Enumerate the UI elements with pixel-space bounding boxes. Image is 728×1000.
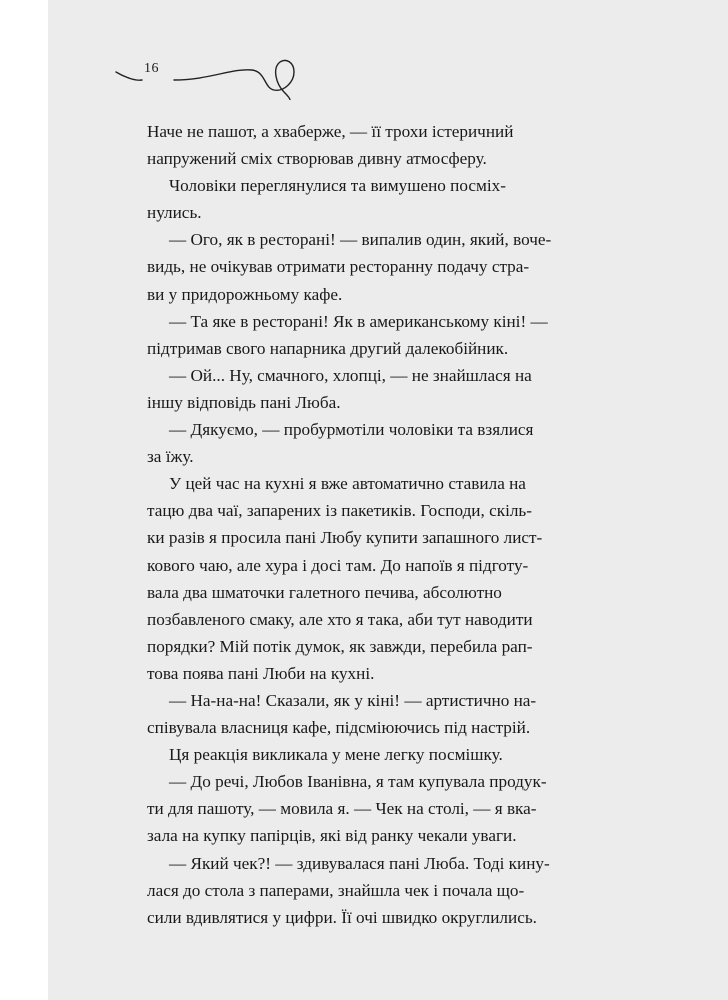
text-line: позбавленого смаку, але хто я така, аби тут наводити: [147, 609, 533, 629]
text-line: това поява пані Люби на кухні.: [147, 663, 375, 683]
flourish-swirl-icon: [114, 50, 304, 100]
text-line: — Ой... Ну, смачного, хлопці, — не знайшлася на: [169, 365, 532, 385]
text-line: У цей час на кухні я вже автоматично ставила на: [169, 474, 526, 494]
page-number: 16: [144, 61, 159, 76]
text-line: — До речі, Любов Іванівна, я там купувала продук-: [169, 772, 547, 792]
text-line: — Дякуємо, — пробурмотіли чоловіки та взялися: [169, 420, 534, 440]
text-line: підтримав свого напарника другий далекобійник.: [147, 338, 509, 358]
text-line: ки разів я просила пані Любу купити запашного лист-: [147, 528, 543, 548]
text-line: кового чаю, але хура і досі там. До напоїв я підготу-: [147, 555, 529, 575]
text-line: тацю два чаї, запарених із пакетиків. Господи, скіль-: [147, 501, 532, 521]
text-line: вала два шматочки галетного печива, абсолютно: [147, 582, 502, 602]
text-line: ви у придорожньому кафе.: [147, 284, 343, 304]
text-line: лася до стола з паперами, знайшла чек і почала що-: [147, 880, 525, 900]
body-text: [147, 118, 710, 931]
text-line: — Ого, як в ресторані! — випалив один, який, воче-: [169, 230, 552, 250]
text-line: співувала власниця кафе, підсміюючись під настрій.: [147, 718, 531, 738]
text-line: ти для пашоту, — мовила я. — Чек на столі, — я вка-: [147, 799, 537, 819]
text-line: за їжу.: [147, 447, 194, 467]
text-line: — Який чек?! — здивувалася пані Люба. Тоді кину-: [169, 853, 550, 873]
page-header: [48, 50, 728, 110]
text-line: видь, не очікував отримати ресторанну подачу стра-: [147, 257, 530, 277]
text-line: — На-на-на! Сказали, як у кіні! — артистично на-: [169, 690, 537, 710]
text-line: Наче не пашот, а хваберже, — її трохи істеричний: [147, 122, 514, 141]
text-line: Чоловіки переглянулися та вимушено посміх-: [169, 176, 506, 196]
text-line: нулись.: [147, 203, 202, 223]
text-line: порядки? Мій потік думок, як завжди, перебила рап-: [147, 636, 533, 656]
text-line: сили вдивлятися у цифри. Її очі швидко округлились.: [147, 907, 537, 927]
text-line: — Та яке в ресторані! Як в американському кіні! —: [169, 311, 548, 331]
book-page: [48, 0, 728, 1000]
text-line: напружений сміх створював дивну атмосферу.: [147, 149, 487, 169]
text-line: іншу відповідь пані Люба.: [147, 392, 341, 412]
text-line: зала на купку папірців, які від ранку чекали уваги.: [147, 826, 517, 846]
text-line: Ця реакція викликала у мене легку посмішку.: [169, 745, 503, 765]
